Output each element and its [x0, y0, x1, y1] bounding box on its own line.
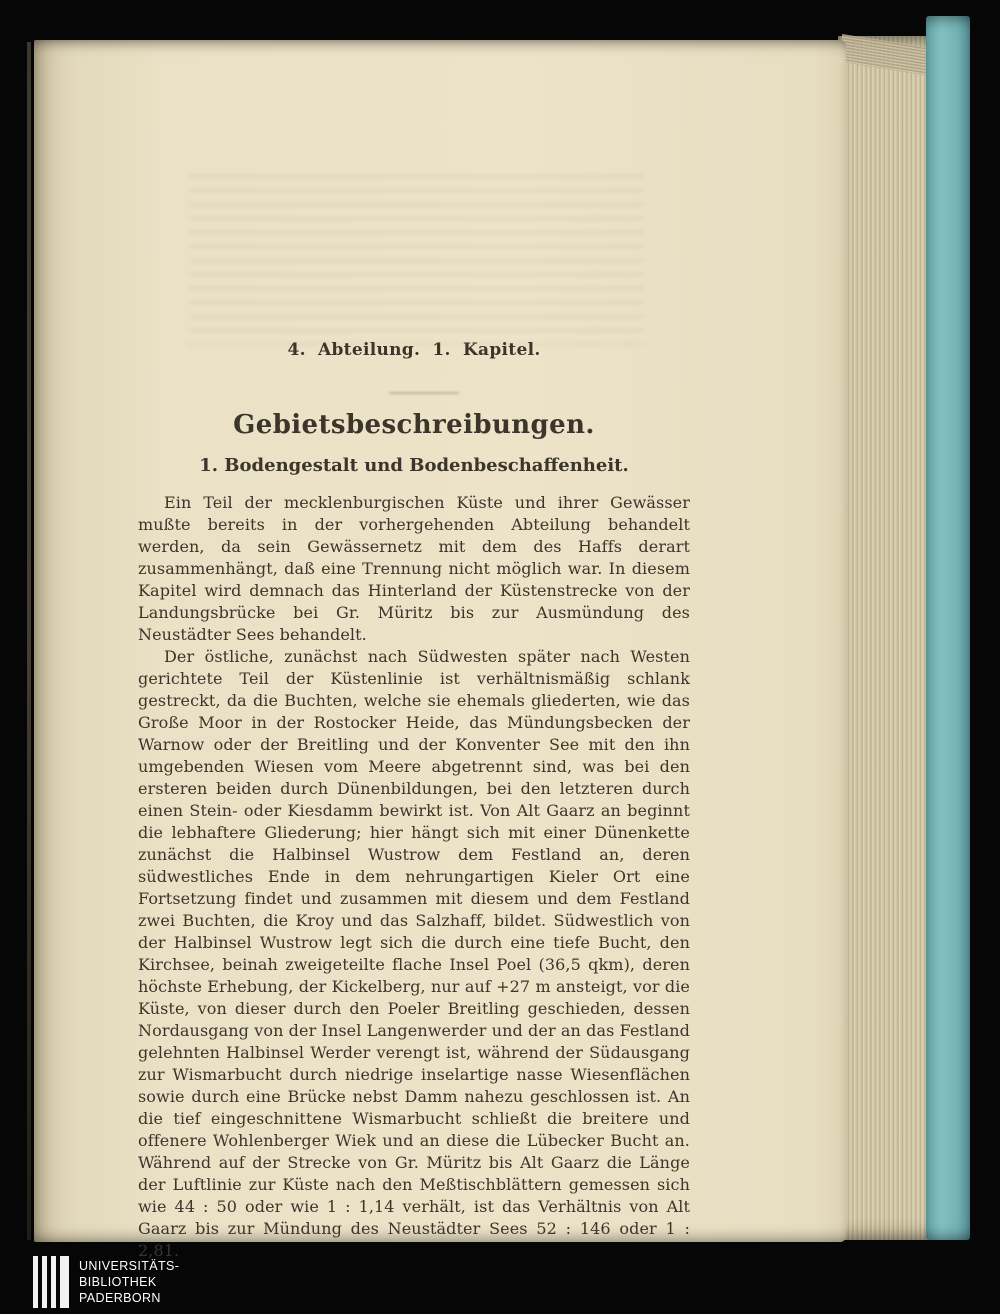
paragraph: Der östliche, zunächst nach Südwesten später nach Westen gerichtete Teil der Küstenlinie ist verhältnismäßig schlank gestreckt, da die Buchten, welche sie ehemals gliederten, wie das Große Moor in der Rostocker Heide, das Mündungsbecken der Warnow oder der Breitling und der Konventer See mit den ihn umgebenden Wiesen vom Meere abgetrennt sind, was bei den ersteren beiden durch Dünenbildungen, bei den letzteren durch einen Stein- oder Kiesdamm bewirkt ist. Von Alt Gaarz an beginnt die lebhaftere Gliederung; hier hängt sich mit einer Dünenkette zunächst die Halbinsel Wustrow dem Festland an, deren südwestliches Ende in dem nehrungartigen Kieler Ort eine Fortsetzung findet und zusammen mit diesem und dem Festland zwei Buchten, die Kroy und das Salzhaff, bildet. Südwestlich von der Halbinsel Wustrow legt sich die durch eine tiefe Bucht, den Kirchsee, beinah zweigeteilte flache Insel Poel (36,5 qkm), deren höchste Erhebung, der Kickelberg, nur auf +27 m ansteigt, vor die Küste, von dieser durch den Poeler Breitling geschieden, dessen Nordausgang von der Insel Langenwerder und der an das Festland gelehnten Halbinsel Werder verengt ist, während der Südausgang zur Wismarbucht durch niedrige inselartige nasse Wiesenflächen sowie durch eine Brücke nebst Damm nahezu geschlossen ist. An die tief eingeschnittene Wismarbucht schließt die breitere und offenere Wohlenberger Wiek und an diese die Lübecker Bucht an. Während auf der Strecke von Gr. Müritz bis Alt Gaarz die Länge der Luftlinie zur Küste nach den Meßtischblättern gemessen sich wie 44 : 50 oder wie 1 : 1,14 verhält, ist das Verhältnis von Alt Gaarz bis zur Mündung des Neustädter Sees 52 : 146 oder 1 : 2,81. [138, 647, 690, 1260]
reverse-side-show-through [189, 175, 644, 345]
library-bars-icon [33, 1256, 69, 1308]
body-text [138, 492, 690, 1262]
book-page [34, 40, 846, 1260]
library-name-line1: UNIVERSITÄTS- [79, 1259, 180, 1273]
page-stack-edges [838, 36, 934, 1240]
section-subtitle: 1. Bodengestalt und Bodenbeschaffenheit. [199, 455, 629, 476]
library-name-line2: BIBLIOTHEK [79, 1275, 157, 1289]
paragraph: Ein Teil der mecklenburgischen Küste und ihrer Gewässer mußte bereits in der vorhergehenden Abteilung behandelt werden, da sein Gewässernetz mit dem des Haffs derart zusammenhängt, daß eine Trennung nicht möglich war. In diesem Kapitel wird demnach das Hinterland der Küstenstrecke von der Landungsbrücke bei Gr. Müritz bis zur Ausmündung des Neustädter Sees behandelt. [138, 493, 690, 644]
library-name-line3: PADERBORN [79, 1291, 161, 1305]
library-name [79, 1258, 179, 1306]
facing-page-edge [27, 42, 31, 1240]
chapter-header: 4. Abteilung. 1. Kapitel. [287, 340, 541, 360]
book-cover [926, 16, 970, 1240]
page-title: Gebietsbeschreibungen. [233, 410, 595, 440]
printed-text-column [138, 340, 690, 1262]
library-logo [33, 1256, 179, 1308]
